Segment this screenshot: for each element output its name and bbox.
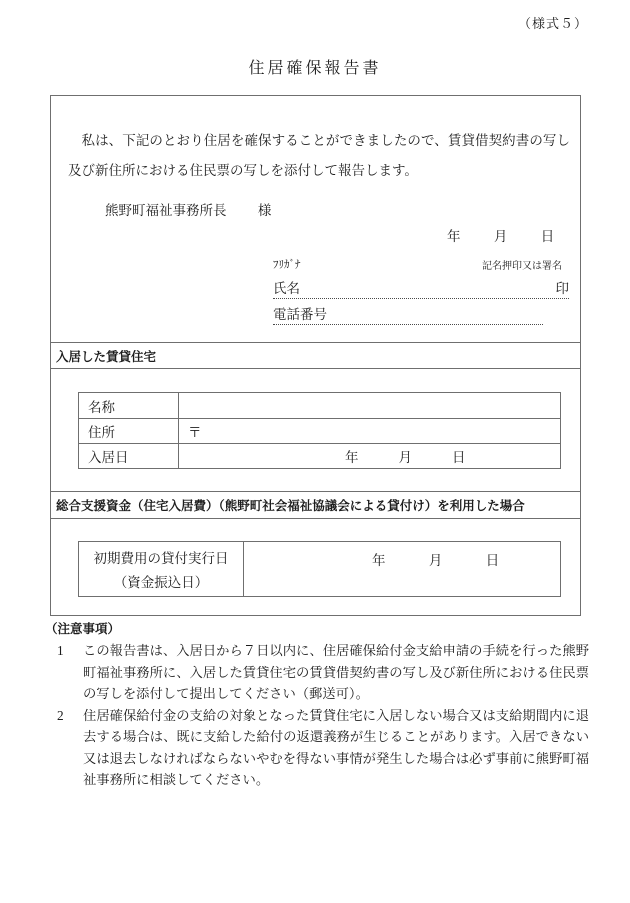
loan-table: [78, 541, 561, 597]
year-label: 年: [447, 229, 461, 244]
year-label: 年: [345, 450, 359, 465]
addressee-name: 熊野町福祉事務所長: [105, 203, 227, 218]
day-label: 日: [540, 229, 555, 244]
row-value-address: 〒: [188, 425, 202, 440]
loan-row-label: [79, 542, 244, 596]
section-header-loan: [51, 491, 580, 519]
note-text-2: 住居確保給付金の支給の対象となった賃貸住宅に入居しない場合又は支給期間内に退去する場合は、既に支給した給付の返還義務が生じることがあります。入居できない又は退去しなければならないやむを得ない事情が発生した場合は必ず事前に熊野町福祉事務所に相談してください。: [83, 707, 589, 787]
notes-section: [40, 619, 592, 791]
loan-row-label-line1: 初期費用の貸付実行日: [93, 551, 229, 566]
row-value-name: [179, 393, 560, 418]
addressee-honorific: 様: [257, 203, 272, 218]
row-value-movein-date: [179, 444, 560, 468]
row-label-movein-date: 入居日: [79, 444, 179, 468]
row-label-address: 住所: [79, 419, 179, 443]
seal-label: 印: [555, 281, 569, 296]
notes-header: （注意事項）: [45, 622, 121, 636]
month-label: 月: [398, 450, 412, 465]
section-header-housing-label: 入居した賃貸住宅: [56, 349, 157, 364]
day-label: 日: [452, 450, 466, 465]
note-item-1: [57, 640, 592, 705]
housing-table: [78, 392, 561, 469]
report-date-line: [447, 225, 554, 245]
form-number: （様式５）: [517, 16, 588, 31]
loan-row-label-line2: （資金振込日）: [113, 575, 209, 590]
row-label-name: 名称: [79, 393, 179, 418]
section-header-loan-label: 総合支援資金（住宅入居費）（熊野町社会福祉協議会による貸付け）を利用した場合: [56, 499, 525, 513]
page-title: 住居確保報告書: [248, 60, 382, 77]
section-header-housing: [51, 342, 580, 369]
report-box: [50, 95, 581, 616]
furigana-label: ﾌﾘｶﾞﾅ: [273, 259, 301, 271]
addressee-line: [105, 199, 271, 219]
month-label: 月: [428, 553, 443, 568]
phone-label: 電話番号: [273, 307, 327, 322]
note-number-1: 1: [57, 643, 64, 658]
month-label: 月: [493, 229, 508, 244]
name-field-row: [273, 277, 569, 299]
report-paragraph: 私は、下記のとおり住居を確保することができましたので、賃貸借契約書の写し及び新住所における住民票の写しを添付して報告します。: [68, 133, 570, 178]
name-label: 氏名: [273, 281, 300, 296]
phone-field-row: [273, 303, 543, 325]
note-number-2: 2: [57, 707, 64, 723]
note-text-1: この報告書は、入居日から７日以内に、住居確保給付金支給申請の手続を行った熊野町福祉事務所に、入居した賃貸住宅の賃貸借契約書の写し及び新住所における住民票の写しを添付して提出してください（郵送可）。: [83, 643, 589, 701]
day-label: 日: [485, 553, 500, 568]
table-row-movein-date: [79, 443, 560, 468]
loan-row-value: [244, 542, 560, 596]
signature-method-note: 記名押印又は署名: [482, 261, 562, 272]
table-row-name: [79, 393, 560, 418]
table-row-address: [79, 418, 560, 443]
year-label: 年: [372, 553, 386, 568]
note-item-2: [57, 705, 592, 791]
